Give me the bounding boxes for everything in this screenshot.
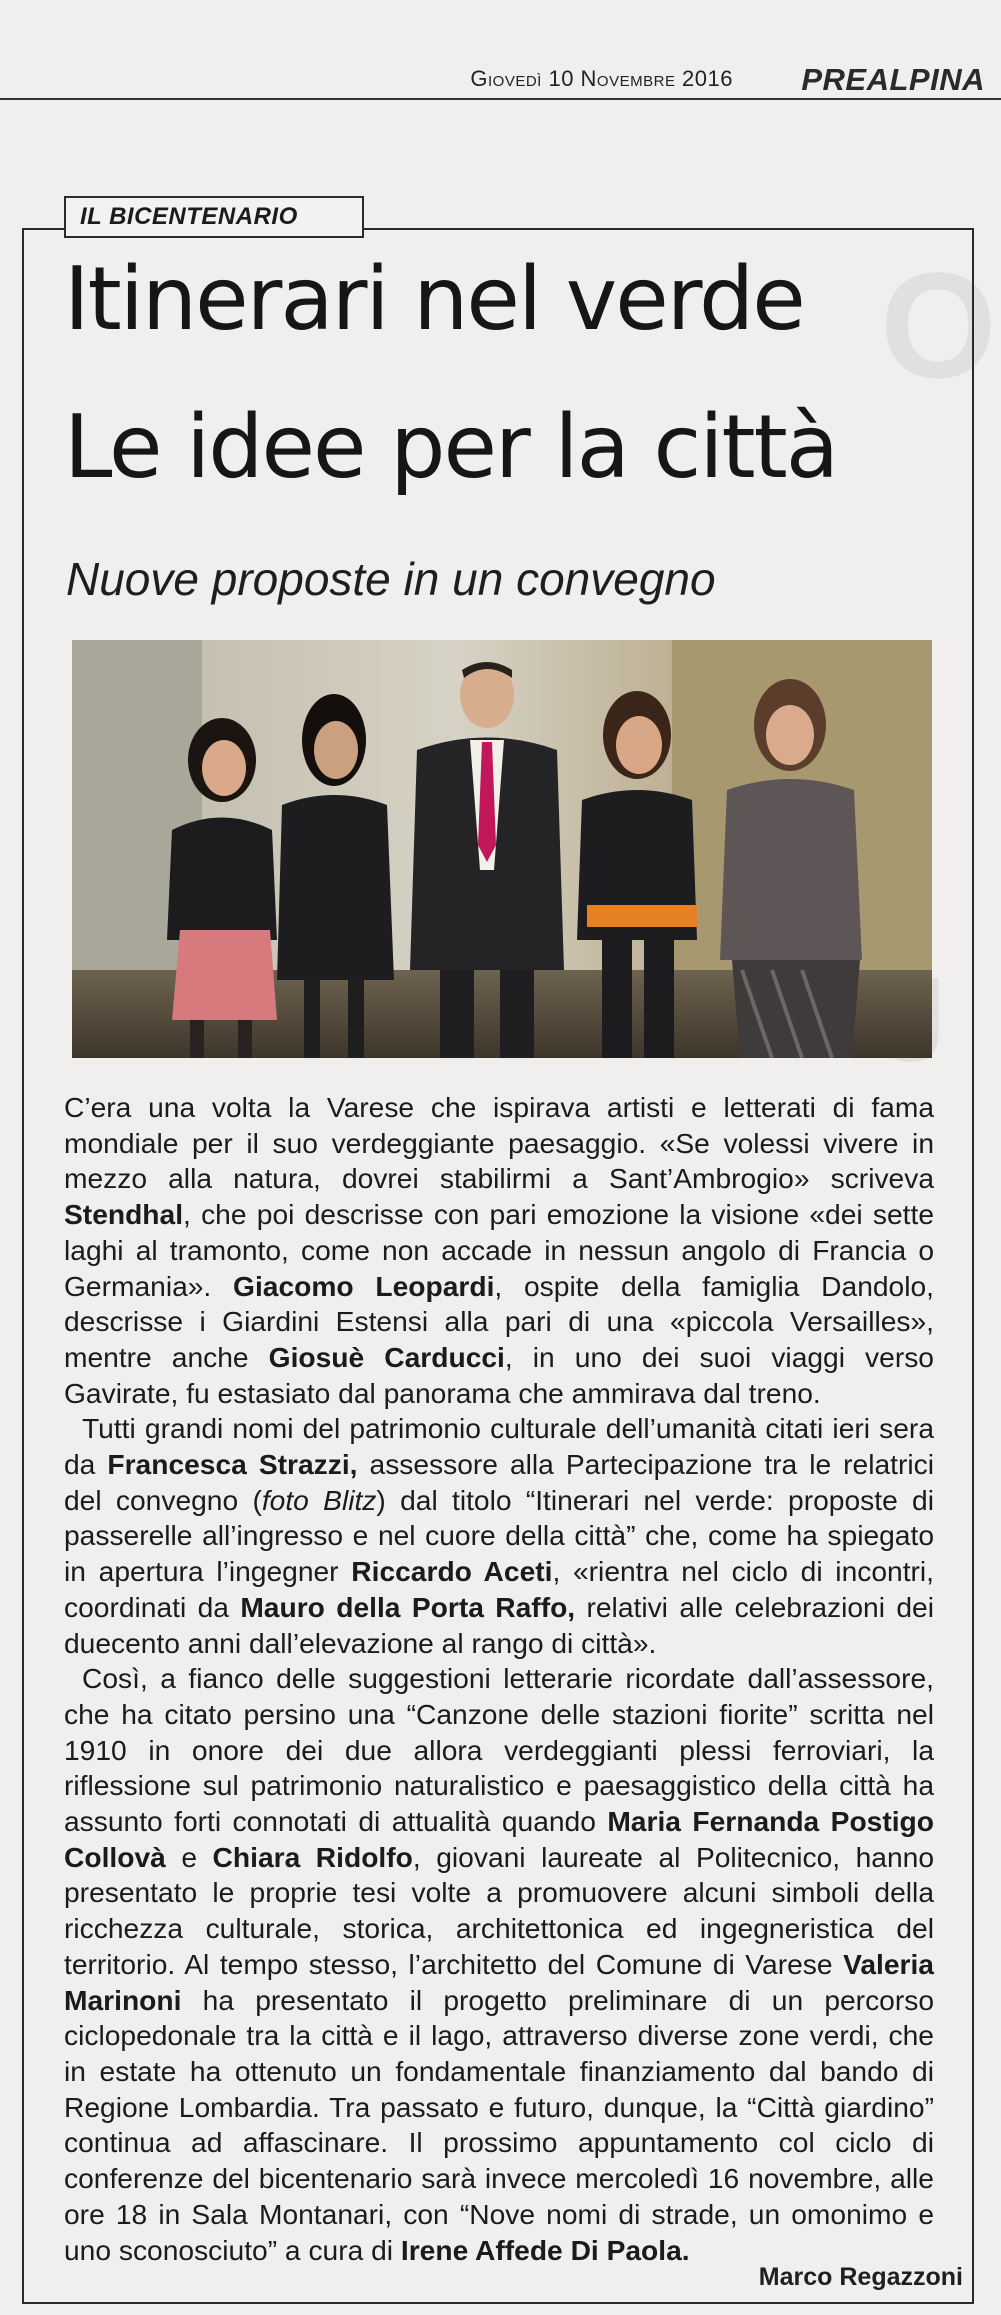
headline-line-1: Itinerari nel verde	[64, 248, 804, 350]
body-run: assessore alla Partecipazione tra le relatrici del convegno (	[64, 1448, 934, 1516]
body-run: , ospite della famiglia Dandolo, descrisse i Giardini Estensi alla pari di una «piccola Versailles», mentre anche	[64, 1269, 934, 1373]
body-run: e	[165, 1840, 213, 1873]
article-body	[64, 1090, 934, 2268]
headline-line-2: Le idee per la città	[64, 396, 838, 498]
section-tag: IL BICENTENARIO	[64, 196, 364, 238]
bold-name: Francesca Strazzi,	[107, 1448, 358, 1481]
body-run: ) dal titolo “Itinerari nel verde: proposte di passerelle all’ingresso e nel cuore della città” che, come ha spiegato in apertura l’ingegner	[64, 1483, 934, 1588]
bold-name: Giacomo Leopardi	[233, 1269, 495, 1302]
bold-name: Chiara Ridolfo	[212, 1840, 413, 1873]
bleed-through-text: O	[880, 241, 997, 409]
body-run: Tutti grandi nomi del patrimonio culturale dell’umanità citati ieri sera da	[64, 1412, 934, 1481]
body-run: , in uno dei suoi viaggi verso Gavirate, fu estasiato dal panorama che ammirava dal treno.	[64, 1340, 934, 1409]
body-paragraph	[64, 1411, 934, 1661]
bold-name: Riccardo Aceti	[351, 1555, 553, 1588]
body-paragraph	[64, 1090, 934, 1411]
subheadline: Nuove proposte in un convegno	[66, 553, 716, 605]
newspaper-logo: PREALPINA	[801, 62, 985, 97]
masthead	[0, 58, 1001, 100]
author-signature: Marco Regazzoni	[758, 2263, 963, 2291]
italic-credit: foto Blitz	[261, 1483, 377, 1516]
body-run: , «rientra nel ciclo di incontri, coordinati da	[64, 1555, 935, 1623]
bold-name: Irene Affede Di Paola.	[400, 2233, 690, 2266]
body-run: , che poi descrisse con pari emozione la visione «dei sette laghi al tramonto, come non accade in nessun angolo di Francia o Germania».	[64, 1198, 934, 1302]
body-run: Così, a fianco delle suggestioni letterarie ricordate dall’assessore, che ha citato persino una “Canzone delle stazioni fiorite” scritta nel 1910 in onore dei due allora verdeggianti plessi ferroviari, la riflessione sul patrimonio naturalistico e paesaggistico della città ha assunto forti connotati di attualità quando	[64, 1662, 934, 1838]
bold-name: Stendhal	[64, 1198, 184, 1231]
issue-date: Giovedì 10 Novembre 2016	[470, 66, 733, 91]
body-paragraph	[64, 1661, 934, 2268]
article-photo	[72, 640, 932, 1058]
bold-name: Mauro della Porta Raffo,	[240, 1590, 576, 1623]
body-run: C’era una volta la Varese che ispirava artisti e letterati di fama mondiale per il suo verdeggiante paesaggio. «Se volessi vivere in mezzo alla natura, dovrei stabilirmi a Sant’Ambrogio» scriveva	[64, 1091, 934, 1195]
body-run: relativi alle celebrazioni dei duecento anni dall’elevazione al rango di città».	[64, 1590, 934, 1659]
bold-name: Giosuè Carducci	[268, 1340, 505, 1373]
bold-name: Maria Fernanda Postigo Collovà	[64, 1805, 934, 1873]
group-photo-illustration	[72, 640, 932, 1058]
bold-name: Valeria Marinoni	[64, 1947, 934, 2016]
body-run: , giovani laureate al Politecnico, hanno presentato le proprie tesi volte a promuovere alcuni simboli della ricchezza culturale, storica, architettonica ed ingegneristica del territorio. Al tempo stesso, l’architetto del Comune di Varese	[64, 1840, 934, 1980]
body-run: ha presentato il progetto preliminare di un percorso ciclopedonale tra la città e il lago, attraverso diverse zone verdi, che in estate ha ottenuto un fondamentale finanziamento dal bando di Regione Lombardia. Tra passato e futuro, dunque, la “Città giardino” continua ad affascinare. Il prossimo appuntamento col ciclo di conferenze del bicentenario sarà invece mercoledì 16 novembre, alle ore 18 in Sala Montanari, con “Nove nomi di strade, un omonimo e uno sconosciuto” a cura di	[64, 1983, 934, 2266]
